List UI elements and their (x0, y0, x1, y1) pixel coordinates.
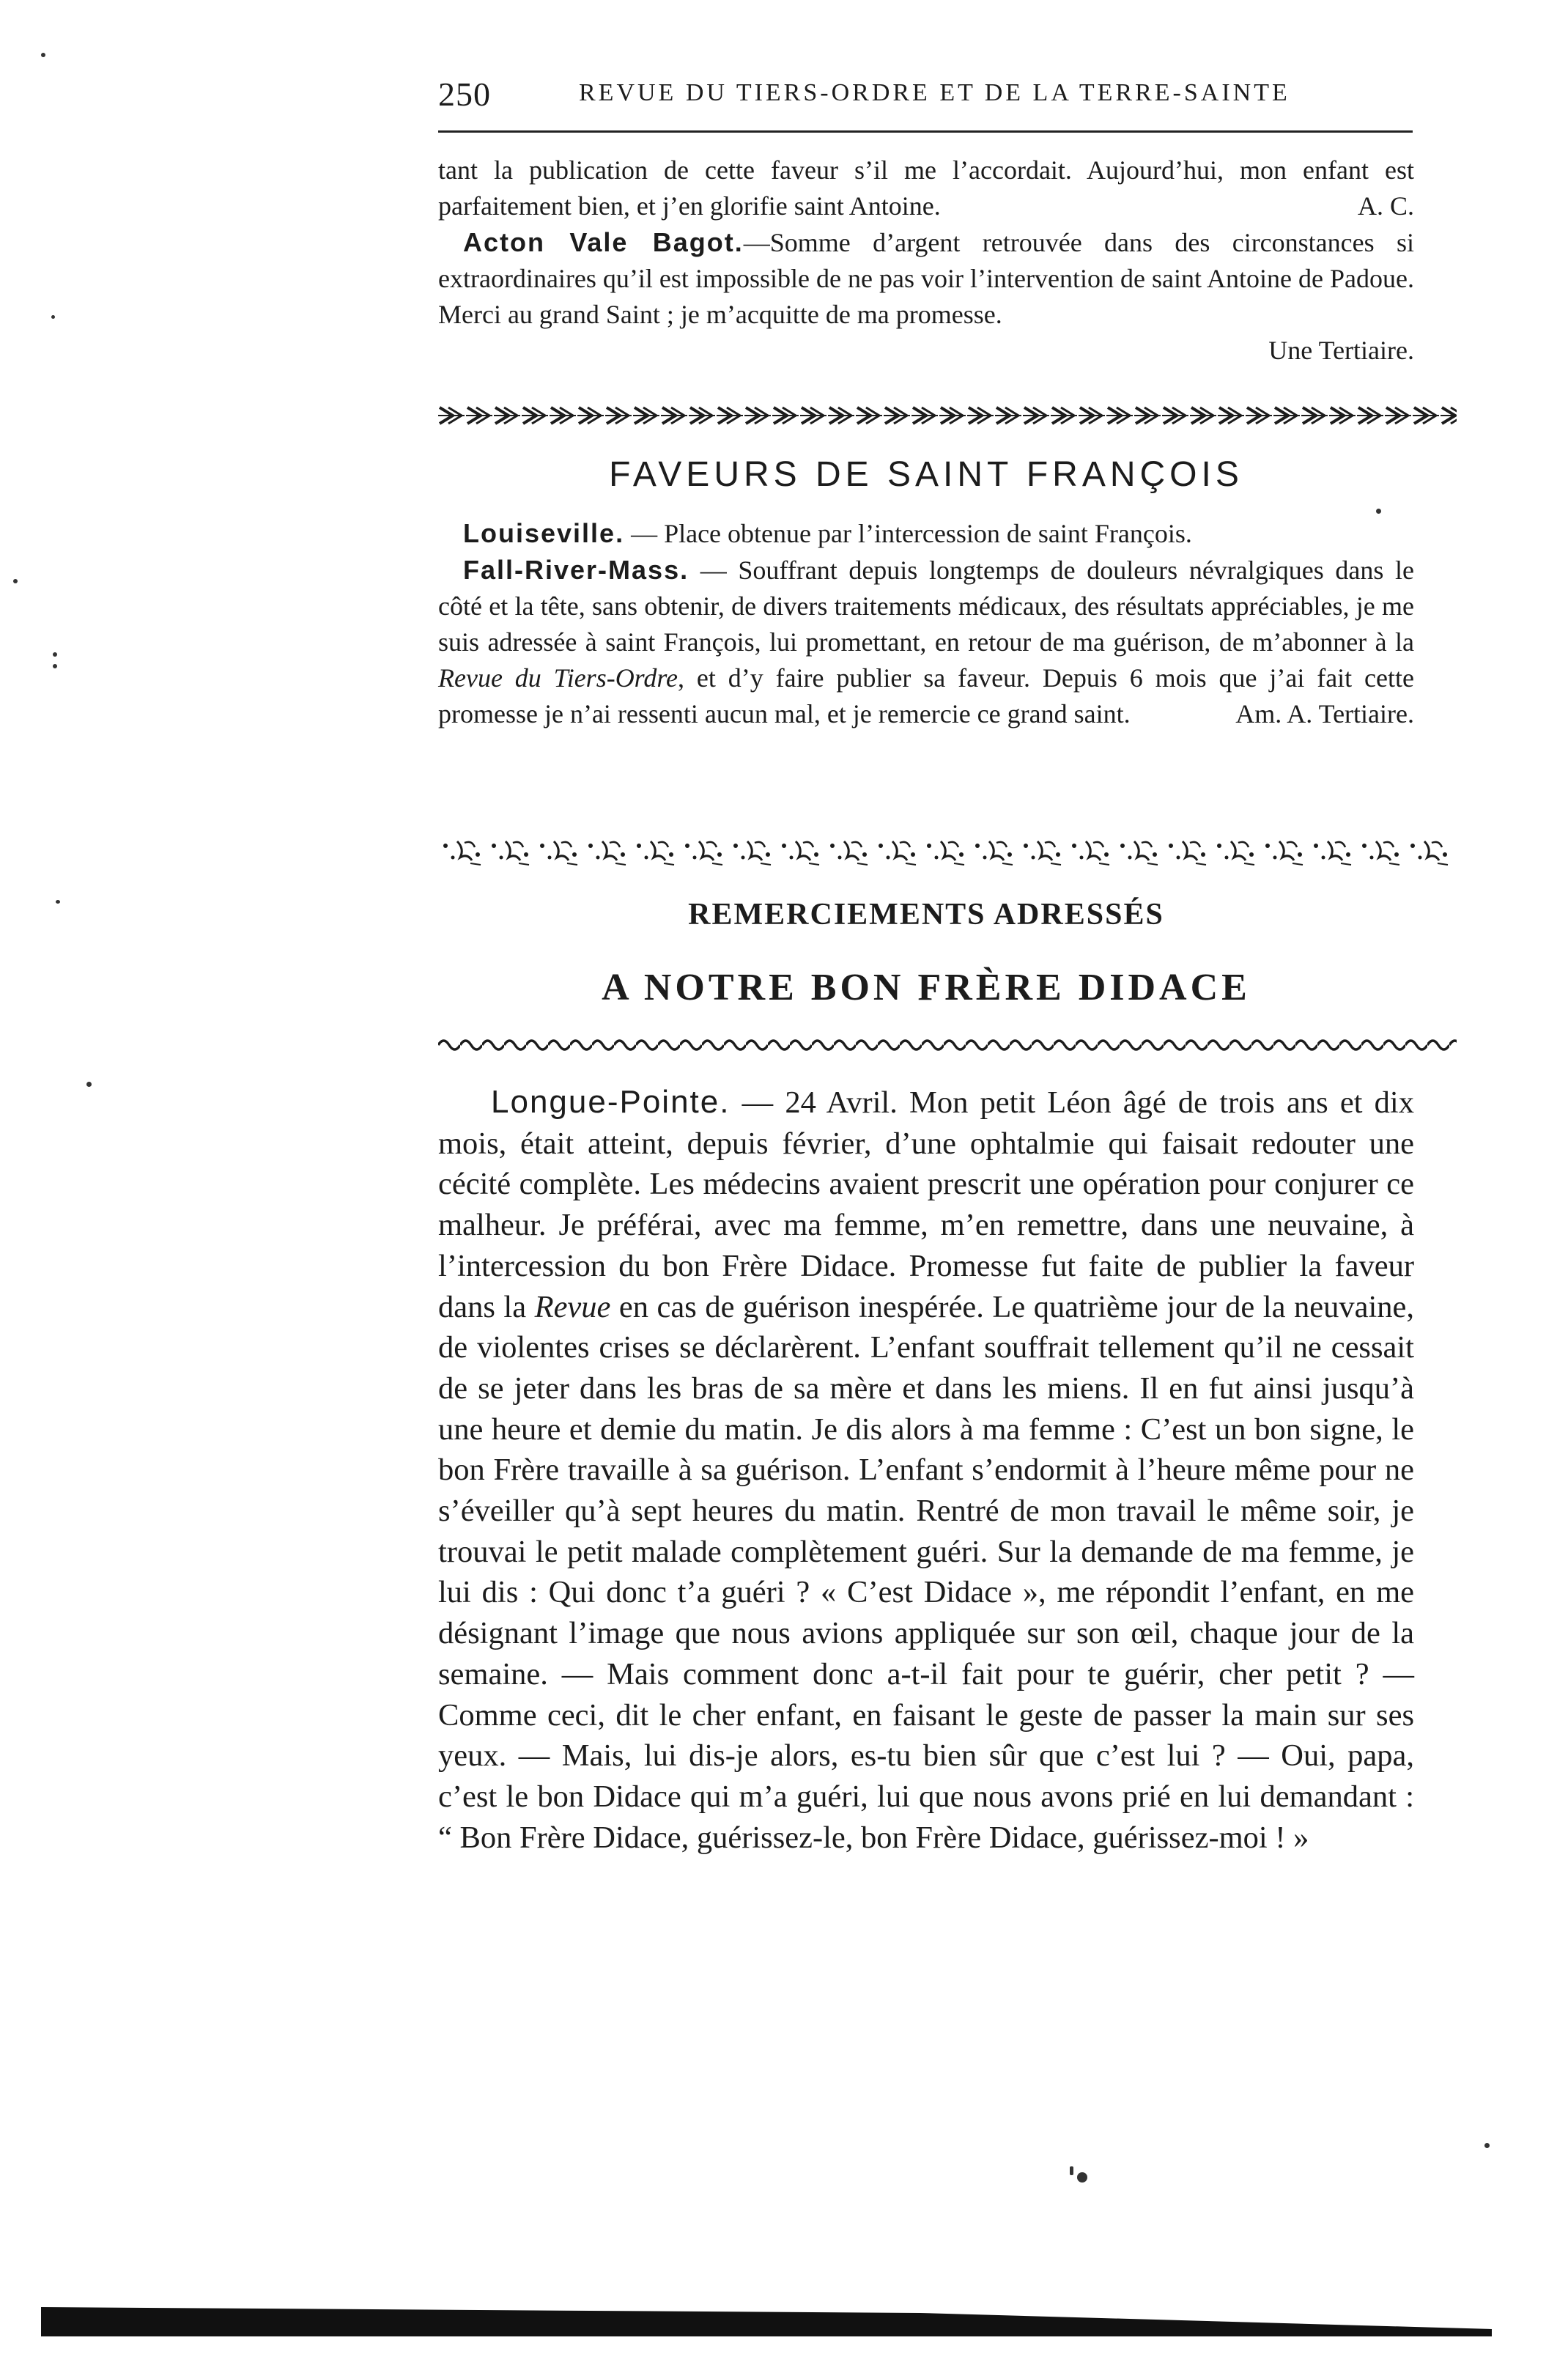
scan-edge-bar (41, 2307, 1492, 2336)
francois-heading: FAVEURS DE SAINT FRANÇOIS (609, 455, 1243, 494)
entry-text-continued: en cas de guérison inespérée. Le quatrième jour de la neuvaine, de violentes crises se déclarèrent. L’enfant souffrait tellement qu’il ne cessait de se jeter dans les bras de sa mère et dans les miens. Il en fut ainsi jusqu’à une heure et demie du matin. Je dis alors à ma femme : C’est un bon signe, le bon Frère travaille à sa guérison. L’enfant s’endormit à l’heure même pour ne s’éveiller qu’à sept heures du matin. Rentré de mon travail le même soir, je trouvai le petit malade complètement guéri. Sur la demande de ma femme, je lui dis : Qui donc t’a guéri ? « C’est Didace », me répondit l’enfant, en me désignant l’image que nous avions appliquée sur son œil, chaque jour de la semaine. — Mais comment donc a-t-il fait pour te guérir, cher petit ? — Comme ceci, dit le cher enfant, en faisant le geste de passer la main sur ses yeux. — Mais, lui dis-je alors, es-tu bien sûr que c’est lui ? — Oui, papa, c’est le bon Didace qui m’a guéri, lui que nous avons prié en lui demandant : “ Bon Frère Didace, guérissez-le, bon Frère Didace, guérissez-moi ! » (438, 1289, 1415, 1855)
entry-place: Louiseville. (463, 518, 625, 548)
entry-place: Longue-Pointe. (491, 1084, 731, 1120)
didace-section (438, 1082, 1414, 1858)
scan-speck (1070, 2166, 1073, 2175)
entry-text-continued: , et d’y faire publier sa faveur. Depuis 6 mois que j’ai fait cette promesse je n’ai ressenti aucun mal, et je remercie ce grand saint. (438, 663, 1414, 728)
didace-heading-line2: A NOTRE BON FRÈRE DIDACE (602, 967, 1251, 1008)
header-rule (438, 130, 1413, 133)
running-title: REVUE DU TIERS-ORDRE ET DE LA TERRE-SAINTE (579, 79, 1290, 106)
antoine-section (438, 152, 1414, 369)
chevron-ornament-icon (438, 403, 1457, 428)
francois-section (438, 515, 1414, 732)
louiseville-entry (438, 515, 1414, 552)
scan-speck (1077, 2172, 1087, 2183)
entry-signature: Une Tertiaire. (1268, 336, 1414, 365)
scan-speck (86, 1082, 92, 1087)
acton-vale-entry (438, 224, 1414, 369)
entry-place: Fall-River-Mass. (463, 555, 689, 585)
longue-pointe-entry (438, 1082, 1414, 1858)
didace-heading-line1: REMERCIEMENTS ADRESSÉS (688, 898, 1164, 931)
ornament-band-floral (438, 835, 1457, 871)
scan-speck (53, 664, 57, 668)
scan-speck (1484, 2143, 1490, 2148)
scan-speck (13, 579, 18, 583)
continuation-text: tant la publication de cette faveur s’il me l’accordait. Aujourd’hui, mon enfant est parfaitement bien, et j’en glorifie saint Antoine. (438, 155, 1414, 221)
signature-prefix: Am. (1235, 699, 1282, 728)
wavy-rule-icon (438, 1032, 1457, 1052)
scan-edge-shape (41, 2307, 1492, 2336)
ornament-wavy-rule (438, 1032, 1457, 1052)
entry-text: — Souffrant depuis longtemps de douleurs névralgiques dans le côté et la tête, sans obtenir, de divers traitements médicaux, des résultats appréciables, je me suis adressée à saint François, lui promettant, en retour de ma guérison, de m’abonner à la (438, 556, 1414, 657)
entry-signature (1210, 696, 1414, 732)
entry-place: Acton Vale Bagot. (463, 227, 744, 257)
floral-ornament-icon (438, 835, 1457, 871)
page-number: 250 (438, 75, 491, 113)
scan-speck (1376, 509, 1381, 514)
scan-speck (51, 315, 55, 319)
ornament-band-chevrons (438, 403, 1457, 428)
running-header (438, 75, 1413, 119)
continuation-signature: A. C. (1357, 191, 1414, 221)
signature-name: A. Tertiaire. (1287, 699, 1414, 728)
continuation-paragraph (438, 152, 1414, 224)
entry-text: — 24 Avril. Mon petit Léon âgé de trois ans et dix mois, était atteint, depuis février, d’une ophtalmie qui faisait redouter une cécité complète. Les médecins avaient prescrit une opération pour conjurer ce malheur. Je préférai, avec ma femme, m’en remettre, dans une neuvaine, à l’intercession du bon Frère Didace. Promesse fut faite de publier la faveur dans la (438, 1085, 1414, 1324)
revue-title: Revue (534, 1289, 611, 1324)
fall-river-entry (438, 552, 1414, 732)
scan-speck (41, 53, 45, 57)
scan-speck (53, 652, 57, 657)
entry-text: — Place obtenue par l’intercession de saint François. (624, 519, 1192, 548)
revue-title: Revue du Tiers-Ordre (438, 663, 678, 693)
scan-speck (56, 900, 60, 904)
entry-text: —Somme d’argent retrouvée dans des circonstances si extraordinaires qu’il est impossible de ne pas voir l’intervention de saint Antoine de Padoue. Merci au grand Saint ; je m’acquitte de ma promesse. (438, 228, 1414, 329)
